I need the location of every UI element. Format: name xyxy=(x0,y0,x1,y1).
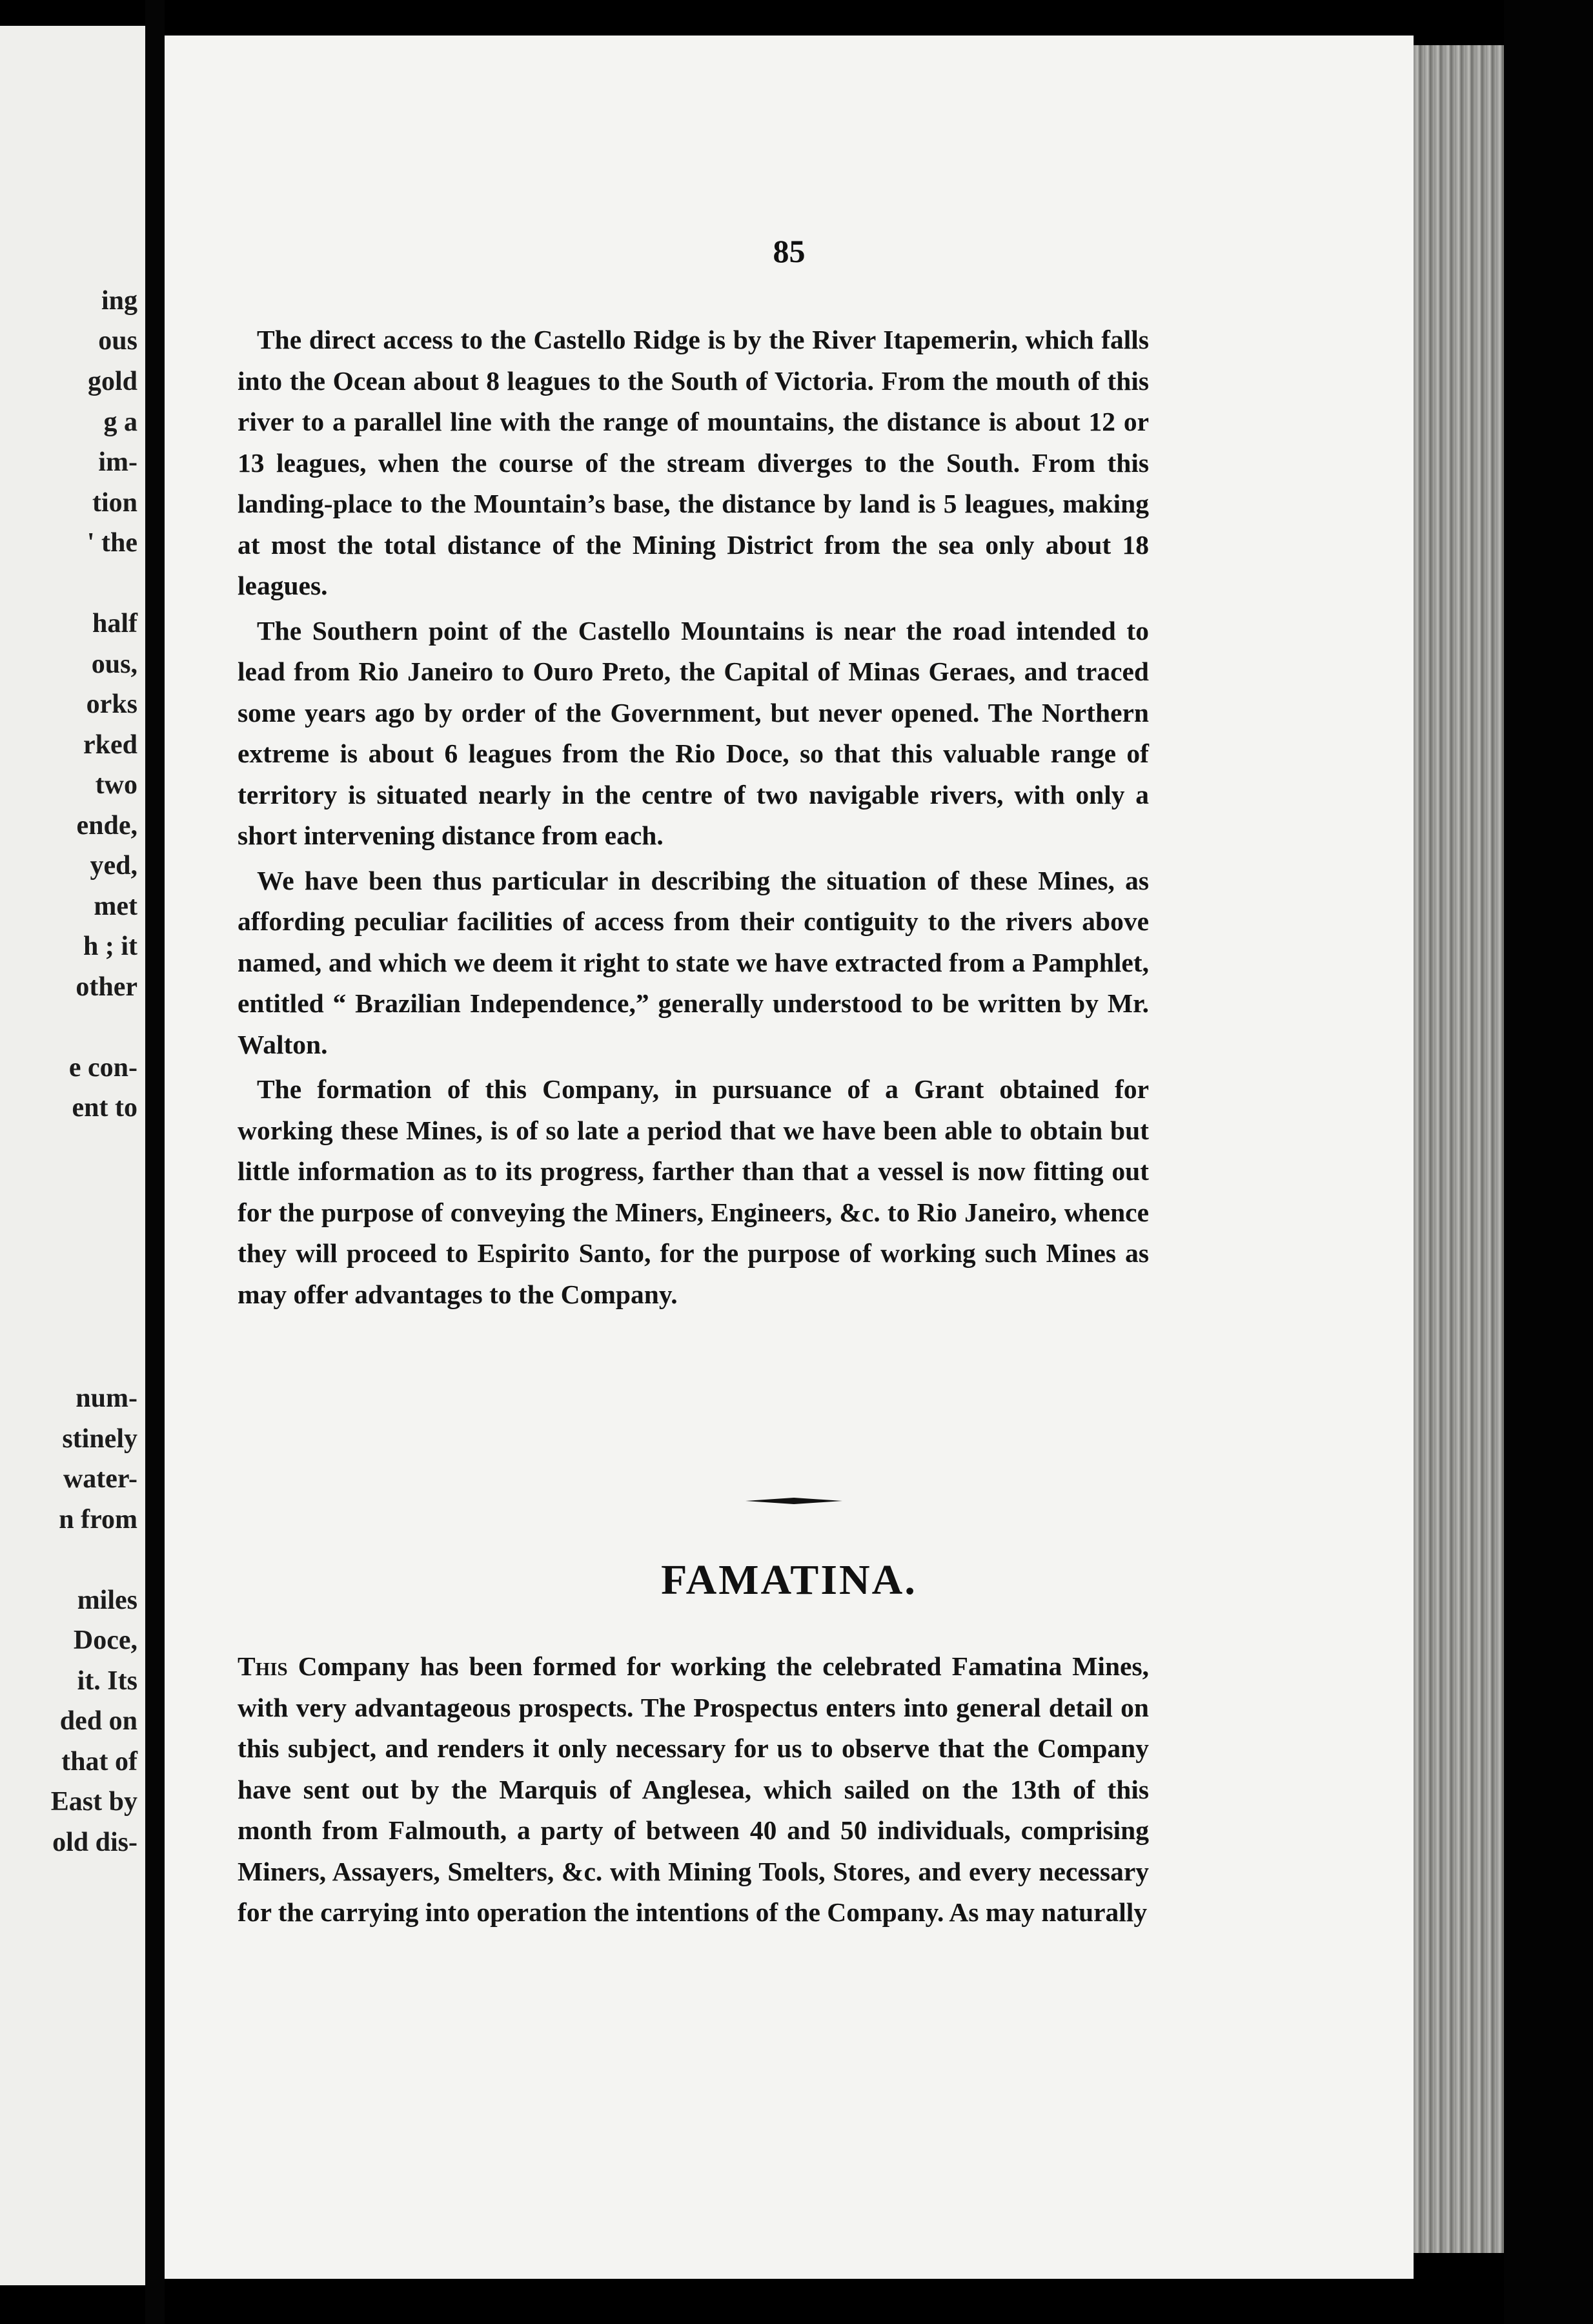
previous-page-text-fragment: ded on xyxy=(59,1706,137,1736)
previous-page-text-fragment: ' the xyxy=(86,528,137,558)
previous-page-text-fragment: other xyxy=(76,972,137,1002)
previous-page-text-fragment: im- xyxy=(98,447,137,477)
previous-page-text-fragment: h ; it xyxy=(83,932,137,961)
previous-page-text-fragment: tion xyxy=(92,488,137,518)
previous-page-fragment xyxy=(0,26,145,2285)
paragraph-famatina xyxy=(238,1646,1149,1933)
paragraph-company-formation: The formation of this Company, in pursuance of a Grant obtained for working these Mines, is of so late a period that we have been able to obtain but little information as to its progress, farther than that a vessel is now fitting out for the purpose of conveying the Miners, Engineers, &c. to Rio Janeiro, whence they will proceed to Espirito Santo, for the purpose of working such Mines as may offer advantages to the Company. xyxy=(238,1074,1149,1309)
section-divider-ornament xyxy=(746,1496,842,1505)
previous-page-text-fragment: two xyxy=(95,770,137,800)
previous-page-text-fragment: yed, xyxy=(90,851,137,881)
previous-page-text-fragment: ous, xyxy=(91,649,137,679)
previous-page-text-fragment: stinely xyxy=(62,1424,137,1454)
famatina-body xyxy=(238,1646,1149,1937)
book-page-edges xyxy=(1414,45,1504,2253)
previous-page-text-fragment: miles xyxy=(77,1585,137,1615)
previous-page-text-fragment: old dis- xyxy=(52,1828,137,1857)
previous-page-text-fragment: Doce, xyxy=(73,1626,137,1655)
previous-page-text-fragment: half xyxy=(92,609,137,638)
paragraph-castello-access: The direct access to the Castello Ridge is by the River Itapemerin, which falls into the Ocean about 8 leagues to the South of Victoria. From the mouth of this river to a parallel line with the range of mountains, the distance is about 12 or 13 leagues, when the course of the stream diverges to the South. From this landing-place to the Mountain’s base, the distance by land is 5 leagues, making at most the total distance of the Mining District from the sea only about 18 leagues. xyxy=(238,325,1149,600)
previous-page-text-fragment: ous xyxy=(98,326,137,356)
previous-page-text-fragment: ende, xyxy=(76,811,137,841)
previous-page-text-fragment: rked xyxy=(83,730,137,760)
previous-page-text-fragment: it. Its xyxy=(77,1666,137,1696)
previous-page-text-fragment: n from xyxy=(59,1505,137,1534)
previous-page-text-fragment: that of xyxy=(61,1747,137,1777)
section-heading: FAMATINA. xyxy=(661,1556,917,1604)
previous-page-text-fragment: water- xyxy=(63,1464,137,1494)
scan-border xyxy=(1504,0,1593,2324)
previous-page-text-fragment: num- xyxy=(76,1383,137,1413)
previous-page-text-fragment: g a xyxy=(103,407,137,437)
previous-page-text-fragment: e con- xyxy=(68,1053,137,1083)
previous-page-text-fragment: met xyxy=(94,892,137,921)
previous-page-text-fragment: gold xyxy=(87,367,137,396)
paragraph-situation-source: We have been thus particular in describing the situation of these Mines, as affording peculiar facilities of access from their contiguity to the rivers above named, and which we deem it right to state we have extracted from a Pamphlet, entitled “ Brazilian Independence,” generally understood to be written by Mr. Walton. xyxy=(238,865,1149,1059)
previous-page-text-fragment: ent to xyxy=(72,1093,137,1123)
article-body xyxy=(238,320,1149,1319)
section-first-word: This xyxy=(238,1651,288,1681)
previous-page-text-fragment: East by xyxy=(50,1787,137,1817)
book-gutter xyxy=(145,0,165,2324)
previous-page-text-fragment: orks xyxy=(86,689,137,719)
section-text: Company has been formed for working the celebrated Famatina Mines, with very advantageous prospects. The Prospectus enters into general detail on this subject, and renders it only necessary for us to observe that the Company have sent out by the Marquis of Anglesea, which sailed on the 13th of this month from Falmouth, a party of between 40 and 50 individuals, comprising Miners, Assayers, Smelters, &c. with Mining Tools, Stores, and every necessary for the carrying into operation the intentions of the Company. As may naturally xyxy=(238,1651,1149,1927)
page xyxy=(165,36,1414,2279)
previous-page-text-fragment: ing xyxy=(101,286,137,316)
paragraph-castello-southern-point: The Southern point of the Castello Mountains is near the road intended to lead from Rio Janeiro to Ouro Preto, the Capital of Minas Geraes, and traced some years ago by order of the Government, but never opened. The Northern extreme is about 6 leagues from the Rio Doce, so that this valuable range of territory is situated nearly in the centre of two navigable rivers, with only a short intervening distance from each. xyxy=(238,615,1149,850)
page-number: 85 xyxy=(773,233,806,269)
